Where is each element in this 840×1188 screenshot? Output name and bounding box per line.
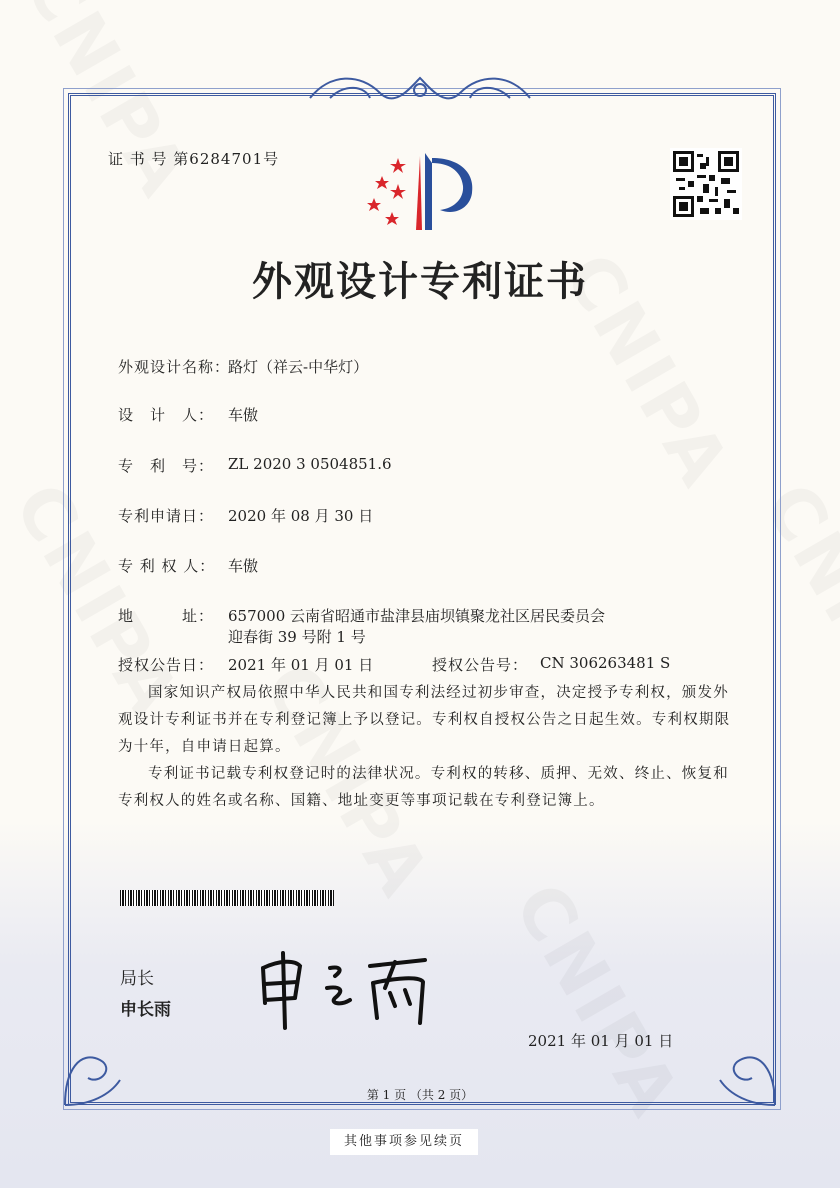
signatory-title: 局长 <box>120 969 154 989</box>
page-info: 第 1 页 （共 2 页） <box>366 1088 474 1102</box>
grant-date-label: 授权公告日： <box>118 656 215 674</box>
design-name-value: 路灯（祥云-中华灯） <box>228 358 369 376</box>
page-title: 外观设计专利证书 <box>252 258 588 305</box>
designer-label: 设 计 人： <box>118 406 215 424</box>
address-line1: 657000 云南省昭通市盐津县庙坝镇聚龙社区居民委员会 <box>228 607 606 625</box>
grant-number-label: 授权公告号： <box>432 656 529 674</box>
designer-value: 车傲 <box>228 406 259 424</box>
patent-number-value: ZL 2020 3 0504851.6 <box>228 455 392 473</box>
certificate-number: 证 书 号 第6284701号 <box>108 150 280 168</box>
handwritten-signature <box>255 948 435 1033</box>
filing-date-value: 2020 年 08 月 30 日 <box>228 507 374 525</box>
patentee-label: 专 利 权 人： <box>118 557 216 575</box>
address-line2: 迎春街 39 号附 1 号 <box>228 628 366 646</box>
design-name-label: 外观设计名称： <box>118 358 231 376</box>
filing-date-label: 专利申请日： <box>118 507 215 525</box>
issue-date: 2021 年 01 月 01 日 <box>528 1032 674 1050</box>
signatory-name: 申长雨 <box>120 1000 171 1020</box>
continuation-note: 其他事项参见续页 <box>330 1129 478 1155</box>
statement-paragraph-2: 专利证书记载专利权登记时的法律状况。专利权的转移、质押、无效、终止、恢复和专利权人的姓名或名称、国籍、地址变更等事项记载在专利登记簿上。 <box>118 766 729 809</box>
patent-number-label: 专 利 号： <box>118 457 215 475</box>
ornament-top <box>300 68 540 114</box>
statement-paragraph-1: 国家知识产权局依照中华人民共和国专利法经过初步审查，决定授予专利权，颁发外观设计专利证书并在专利登记簿上予以登记。专利权自授权公告之日起生效。专利权期限为十年，自申请日起算。 <box>118 685 731 755</box>
barcode <box>120 890 334 906</box>
grant-number-value: CN 306263481 S <box>540 654 671 672</box>
qr-code <box>670 148 742 220</box>
grant-date-value: 2021 年 01 月 01 日 <box>228 656 374 674</box>
patentee-value: 车傲 <box>228 557 259 575</box>
address-label: 地 址： <box>118 607 215 625</box>
cnipa-logo <box>360 148 485 233</box>
